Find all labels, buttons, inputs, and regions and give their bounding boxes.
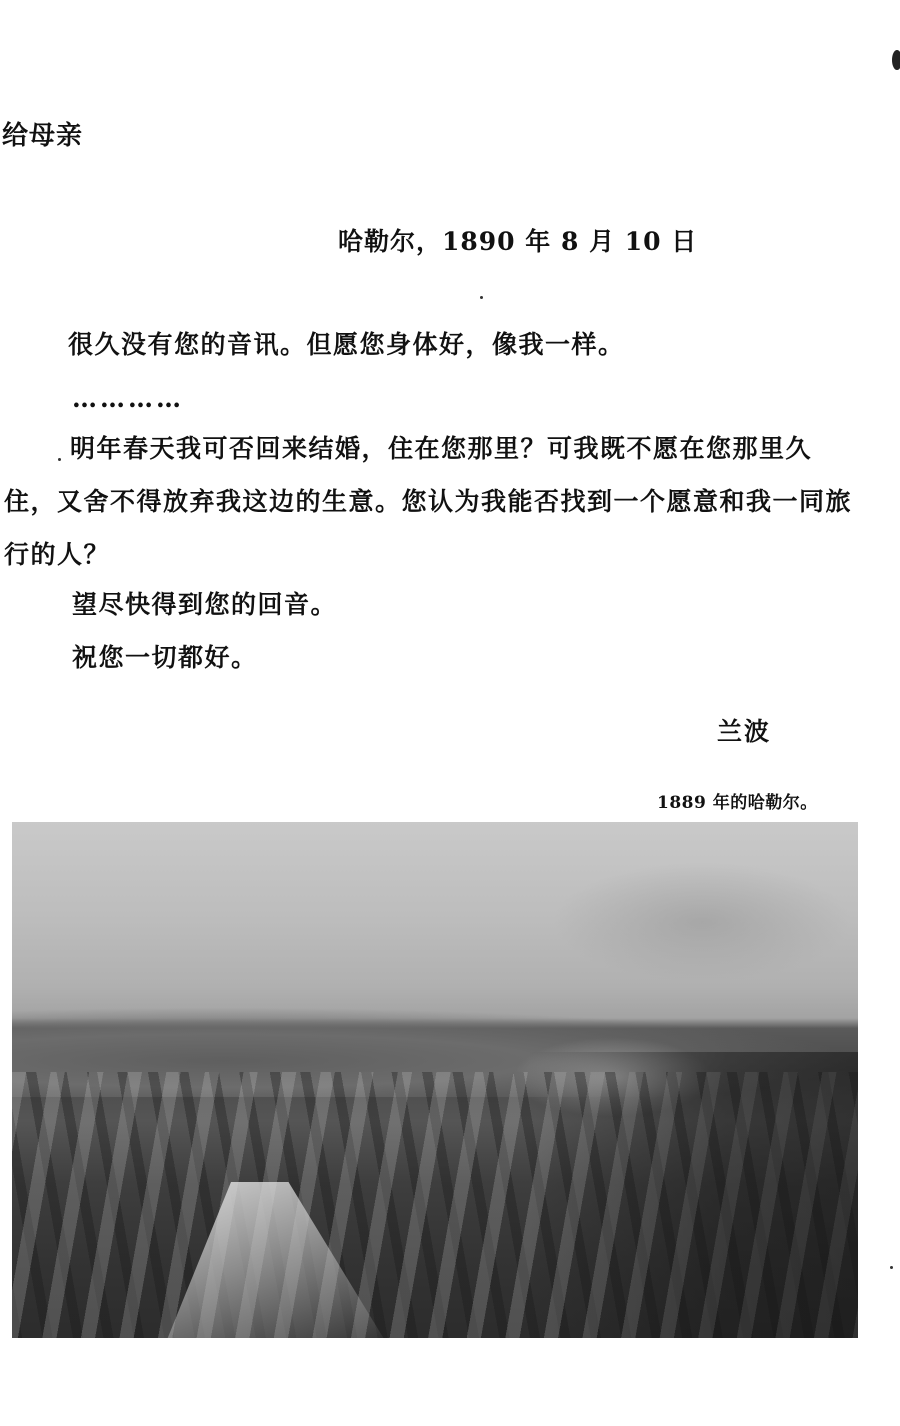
page-edge-mark bbox=[892, 50, 900, 70]
letter-paragraph-1: 很久没有您的音讯。但愿您身体好，像我一样。 bbox=[68, 330, 625, 359]
letter-paragraph-4: 祝您一切都好。 bbox=[72, 643, 258, 672]
photo-shadow bbox=[528, 1052, 858, 1338]
photo-sky-area bbox=[552, 862, 852, 982]
speck bbox=[480, 296, 483, 299]
photo-caption: 1889 年的哈勒尔。 bbox=[657, 793, 818, 813]
harar-photo bbox=[12, 822, 858, 1338]
letter-signature: 兰波 bbox=[717, 717, 772, 746]
letter-paragraph-2 bbox=[4, 422, 864, 581]
letter-dateline: 哈勒尔，1890 年 8 月 10 日 bbox=[338, 227, 698, 256]
speck bbox=[890, 1266, 893, 1269]
letter-paragraph-2-text: 明年春天我可否回来结婚，住在您那里？可我既不愿在您那里久住，又舍不得放弃我这边的生意。您认为我能否找到一个愿意和我一同旅行的人？ bbox=[4, 434, 853, 569]
letter-heading: 给母亲 bbox=[2, 121, 84, 151]
letter-ellipsis: ………… bbox=[72, 384, 184, 413]
letter-paragraph-3: 望尽快得到您的回音。 bbox=[72, 590, 338, 619]
